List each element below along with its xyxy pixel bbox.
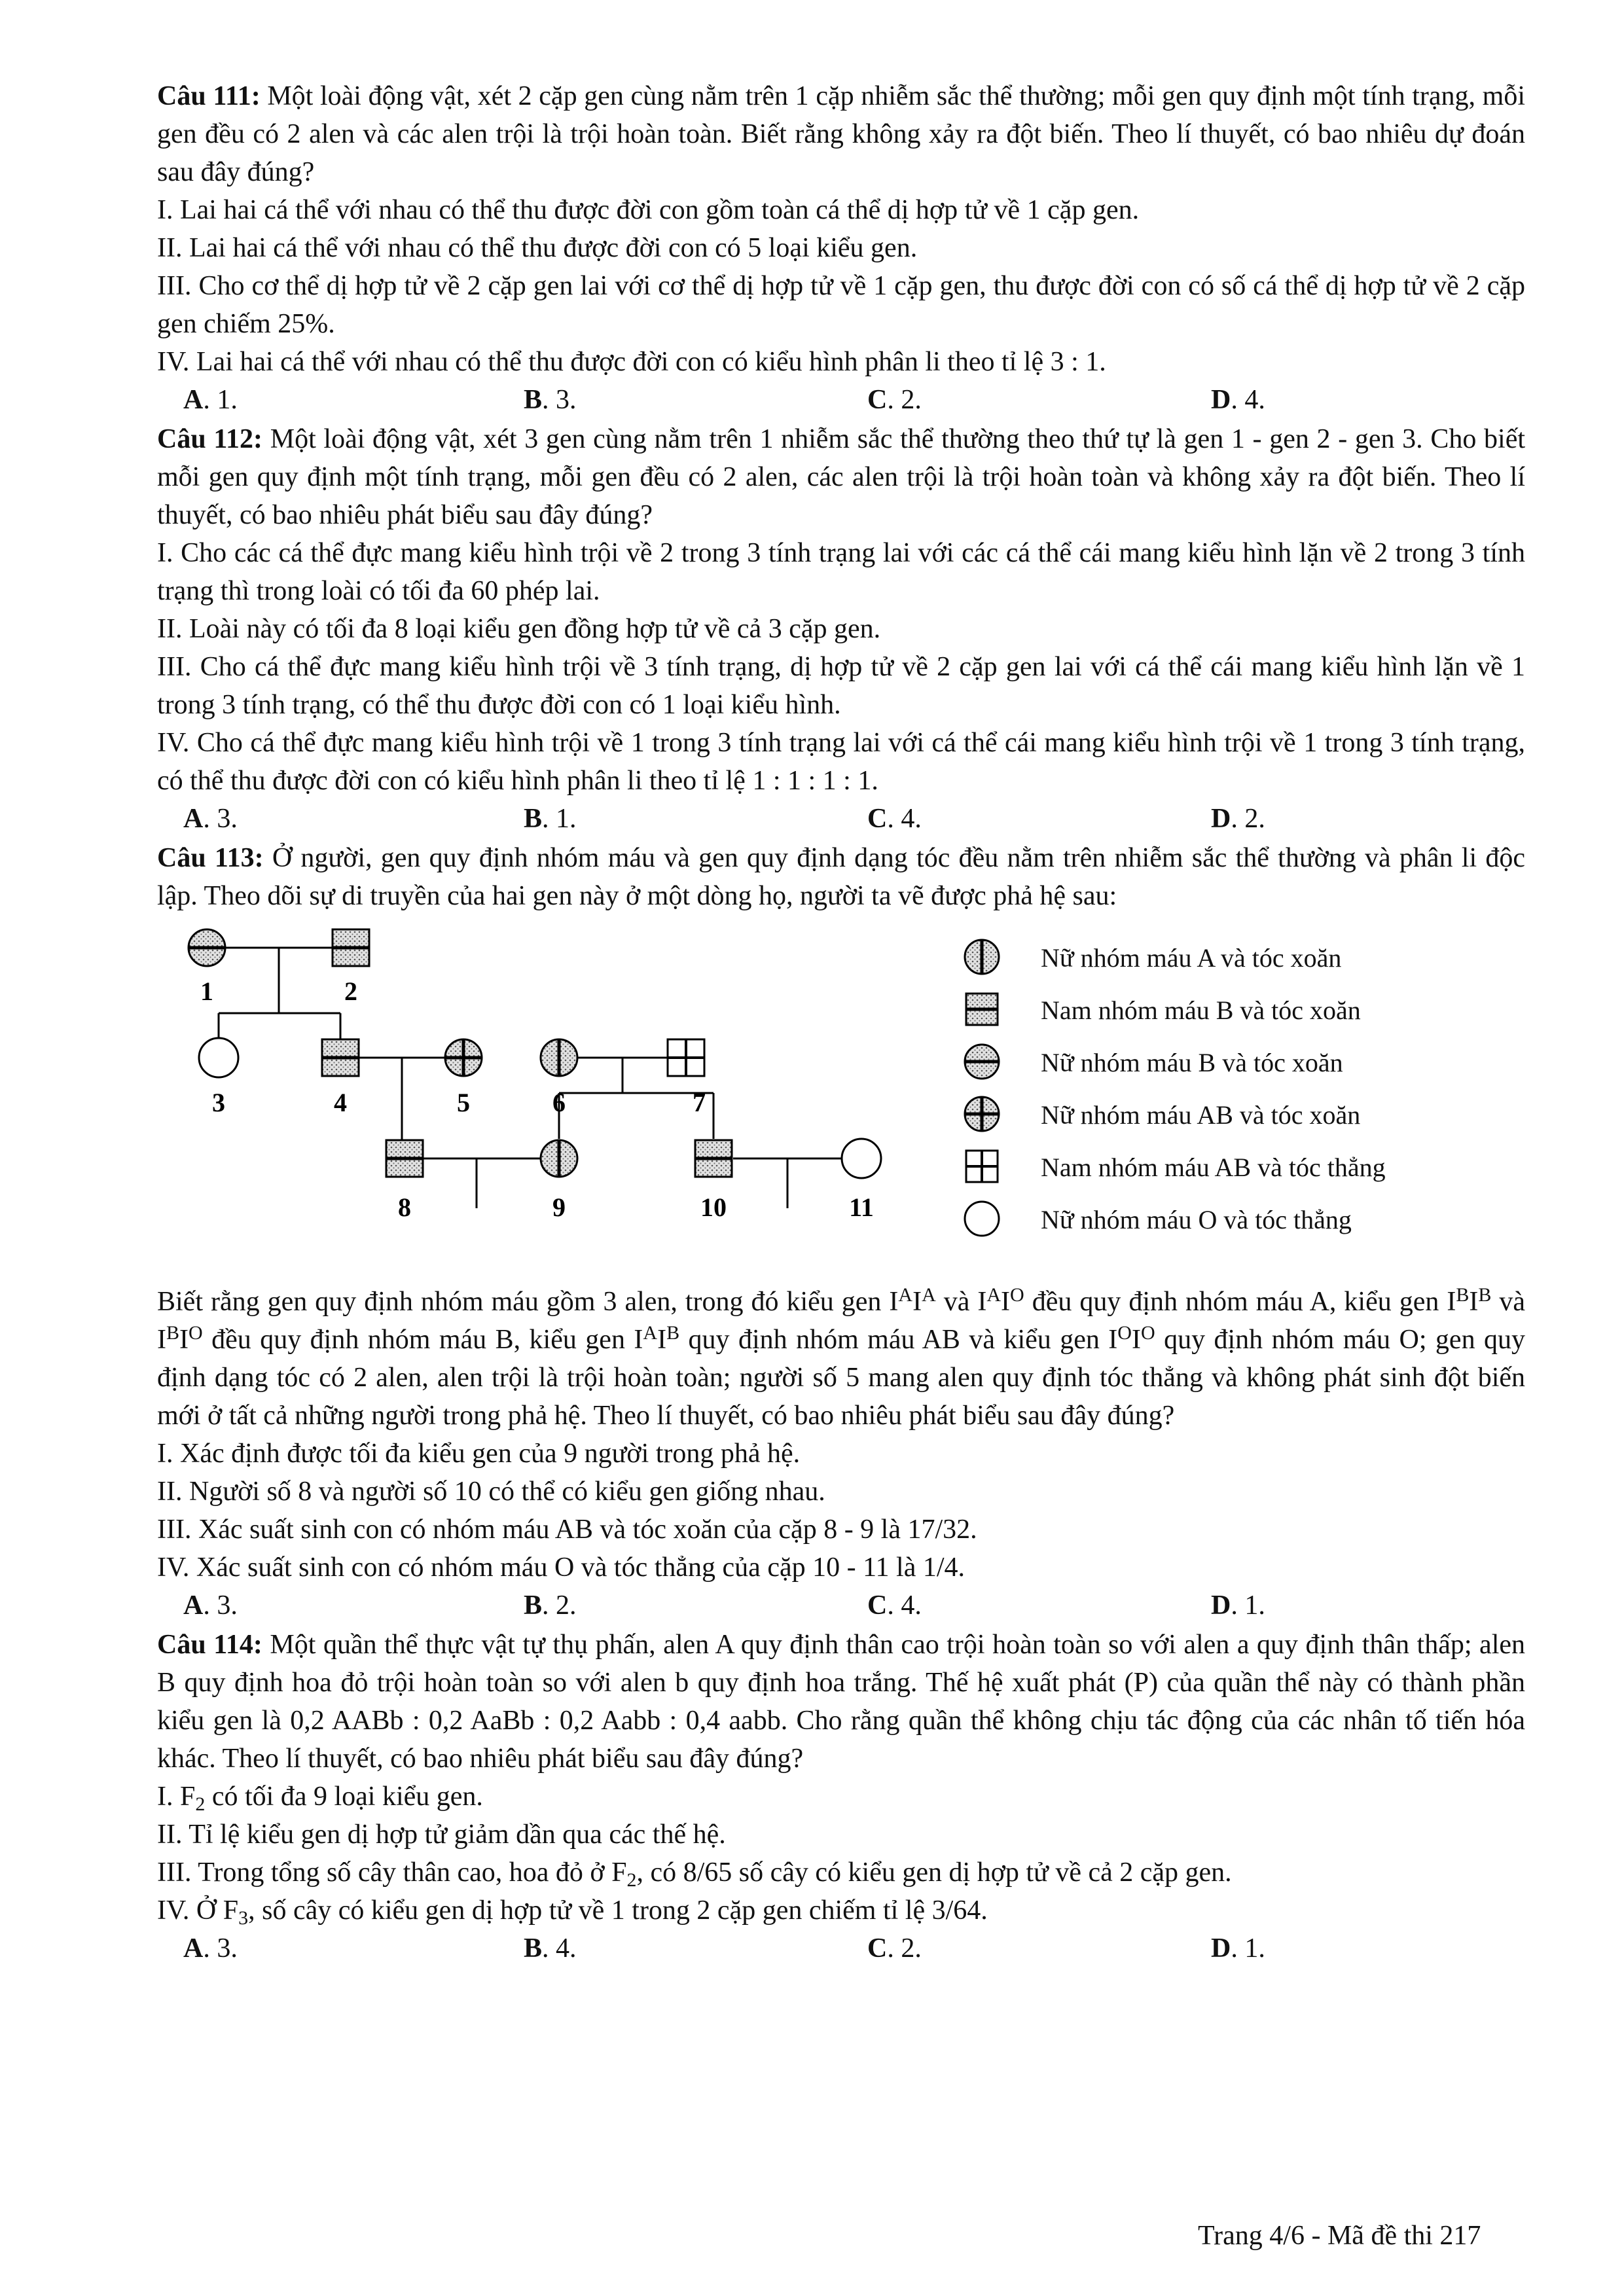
female-a-curly-icon (962, 937, 1001, 977)
person-number: 3 (212, 1088, 225, 1117)
person-3-female-o-straight (199, 1038, 238, 1077)
statement: II. Tỉ lệ kiểu gen dị hợp tử giảm dần qua các thế hệ. (157, 1820, 726, 1850)
genetics-info: Biết rằng gen quy định nhóm máu gồm 3 alen, trong đó kiểu gen $I^AI^A$ và $I^AI^O$ đều quy định nhóm máu A, kiểu gen $I^BI^B$ và $I^BI^O$ đều quy định nhóm máu B, kiểu gen $I^AI^B$ quy định nhóm máu AB và kiểu gen $I^OI^O$ quy định nhóm máu O; gen quy định dạng tóc có 2 alen, alen trội là trội hoàn toàn; người số 5 mang alen quy định tóc thẳng và không phát sinh đột biến mới ở tất cả những người trong phả hệ. Theo lí thuyết, có bao nhiêu phát biểu sau đây đúng? (157, 1284, 1526, 1431)
pedigree-legend (962, 935, 1525, 1249)
statement: II. Người số 8 và người số 10 có thể có kiểu gen giống nhau. (157, 1477, 825, 1507)
question-111 (157, 77, 1525, 420)
person-number: 10 (700, 1193, 727, 1222)
question-113 (157, 839, 1525, 1626)
question-label: Câu 113: (157, 843, 264, 873)
statement: I. Lai hai cá thể với nhau có thể thu được đời con gồm toàn cá thể dị hợp tử về 1 cặp gen. (157, 195, 1140, 225)
option-d[interactable]: D. 2. (1211, 804, 1265, 834)
answer-options (157, 800, 1525, 839)
legend-item: Nữ nhóm máu A và tóc xoăn (962, 935, 1525, 987)
question-stem: Câu 113: Ở người, gen quy định nhóm máu và gen quy định dạng tóc đều nằm trên nhiễm sắc thể thường và phân li độc lập. Theo dõi sự di truyền của hai gen này ở một dòng họ, người ta vẽ được phả hệ sau: (157, 843, 1526, 911)
option-a[interactable]: A. 3. (183, 1933, 238, 1964)
option-c[interactable]: C. 2. (867, 1933, 922, 1964)
question-label: Câu 114: (157, 1630, 262, 1660)
option-d[interactable]: D. 1. (1211, 1933, 1265, 1964)
legend-item: Nữ nhóm máu AB và tóc xoăn (962, 1092, 1525, 1144)
answer-options (157, 1929, 1525, 1969)
legend-item: Nam nhóm máu B và tóc xoăn (962, 987, 1525, 1039)
person-number: 1 (200, 977, 213, 1006)
statement: IV. Lai hai cá thể với nhau có thể thu được đời con có kiểu hình phân li theo tỉ lệ 3 : 1. (157, 347, 1106, 377)
statement: I. Cho các cá thể đực mang kiểu hình trội về 2 trong 3 tính trạng lai với các cá thể cái mang kiểu hình lặn về 2 trong 3 tính trạng thì trong loài có tối đa 60 phép lai. (157, 538, 1525, 606)
option-b[interactable]: B. 4. (524, 1933, 577, 1964)
question-112 (157, 420, 1525, 839)
person-6-female-a-curly (541, 1039, 577, 1076)
legend-item: Nữ nhóm máu O và tóc thẳng (962, 1196, 1525, 1249)
question-stem: Câu 112: Một loài động vật, xét 3 gen cùng nằm trên 1 nhiễm sắc thể thường theo thứ tự là gen 1 - gen 2 - gen 3. Cho biết mỗi gen quy định một tính trạng, mỗi gen đều có 2 alen, các alen trội là trội hoàn toàn và không xảy ra đột biến. Theo lí thuyết, có bao nhiêu phát biểu sau đây đúng? (157, 424, 1526, 530)
answer-options (157, 381, 1525, 420)
person-4-male-b-curly (322, 1039, 359, 1076)
person-10-male-b-curly (695, 1140, 732, 1177)
statement: III. Xác suất sinh con có nhóm máu AB và tóc xoăn của cặp 8 - 9 là 17/32. (157, 1515, 977, 1545)
male-b-curly-icon (962, 990, 1001, 1029)
person-number: 2 (344, 977, 357, 1006)
male-ab-straight-icon (962, 1147, 1001, 1186)
option-c[interactable]: C. 4. (867, 804, 922, 834)
person-7-male-ab-straight (668, 1039, 704, 1076)
page-footer: Trang 4/6 - Mã đề thi 217 (1198, 2221, 1481, 2251)
person-8-male-b-curly (386, 1140, 423, 1177)
question-stem: Câu 114: Một quần thể thực vật tự thụ phấn, alen A quy định thân cao trội hoàn toàn so với alen a quy định thân thấp; alen B quy định hoa đỏ trội hoàn toàn so với alen b quy định hoa trắng. Thế hệ xuất phát (P) của quần thể này có thành phần kiểu gen là 0,2 AABb : 0,2 AaBb : 0,2 Aabb : 0,4 aabb. Cho rằng quần thể không chịu tác động của các nhân tố tiến hóa khác. Theo lí thuyết, có bao nhiêu phát biểu sau đây đúng? (157, 1630, 1526, 1774)
option-c[interactable]: C. 4. (867, 1590, 922, 1621)
person-9-female-a-curly (541, 1140, 577, 1177)
option-b[interactable]: B. 3. (524, 385, 577, 415)
statement: II. Lai hai cá thể với nhau có thể thu được đời con có 5 loại kiểu gen. (157, 233, 918, 263)
option-b[interactable]: B. 1. (524, 804, 577, 834)
statement: III. Cho cơ thể dị hợp tử về 2 cặp gen lai với cơ thể dị hợp tử về 1 cặp gen, thu được đời con có số cá thể dị hợp tử về 2 cặp gen chiếm 25%. (157, 271, 1525, 339)
option-d[interactable]: D. 1. (1211, 1590, 1265, 1621)
person-2-male-b-curly (333, 929, 369, 966)
option-a[interactable]: A. 3. (183, 804, 238, 834)
statement: IV. Cho cá thể đực mang kiểu hình trội về 1 trong 3 tính trạng lai với cá thể cái mang kiểu hình trội về 1 trong 3 tính trạng, có thể thu được đời con có kiểu hình phân li theo tỉ lệ 1 : 1 : 1 : 1. (157, 728, 1525, 796)
pedigree-figure (157, 922, 1525, 1275)
option-c[interactable]: C. 2. (867, 385, 922, 415)
statement: IV. Ở $F_3$, số cây có kiểu gen dị hợp tử về 1 trong 2 cặp gen chiếm tỉ lệ 3/64. (157, 1895, 988, 1929)
statement: III. Trong tổng số cây thân cao, hoa đỏ ở $F_2$, có 8/65 số cây có kiểu gen dị hợp tử về cả 2 cặp gen. (157, 1857, 1232, 1891)
female-b-curly-icon (962, 1042, 1001, 1081)
option-a[interactable]: A. 3. (183, 1590, 238, 1621)
question-114 (157, 1626, 1525, 1969)
exam-page (157, 77, 1525, 1969)
option-b[interactable]: B. 2. (524, 1590, 577, 1621)
person-number: 5 (457, 1088, 470, 1117)
statement: II. Loài này có tối đa 8 loại kiểu gen đồng hợp tử về cả 3 cặp gen. (157, 614, 881, 644)
person-number: 11 (849, 1193, 874, 1222)
legend-item: Nam nhóm máu AB và tóc thẳng (962, 1144, 1525, 1196)
person-1-female-b-curly (189, 929, 225, 966)
statement: III. Cho cá thể đực mang kiểu hình trội về 3 tính trạng, dị hợp tử về 2 cặp gen lai với cá thể cái mang kiểu hình lặn về 1 trong 3 tính trạng, có thể thu được đời con có 1 loại kiểu hình. (157, 652, 1525, 720)
female-o-straight-icon (962, 1199, 1001, 1238)
person-number: 4 (334, 1088, 347, 1117)
answer-options (157, 1587, 1525, 1626)
question-label: Câu 112: (157, 424, 263, 454)
question-label: Câu 111: (157, 81, 261, 111)
legend-item: Nữ nhóm máu B và tóc xoăn (962, 1039, 1525, 1092)
person-number: 7 (693, 1088, 706, 1117)
statement: I. $F_2$ có tối đa 9 loại kiểu gen. (157, 1782, 483, 1815)
person-number: 6 (552, 1088, 566, 1117)
statement: I. Xác định được tối đa kiểu gen của 9 người trong phả hệ. (157, 1439, 801, 1469)
question-stem: Câu 111: Một loài động vật, xét 2 cặp gen cùng nằm trên 1 cặp nhiễm sắc thể thường; mỗi gen quy định một tính trạng, mỗi gen đều có 2 alen và các alen trội là trội hoàn toàn. Biết rằng không xảy ra đột biến. Theo lí thuyết, có bao nhiêu dự đoán sau đây đúng? (157, 81, 1525, 187)
person-5-female-ab-curly (445, 1039, 482, 1076)
statement: IV. Xác suất sinh con có nhóm máu O và tóc thẳng của cặp 10 - 11 là 1/4. (157, 1552, 965, 1583)
option-a[interactable]: A. 1. (183, 385, 238, 415)
pedigree-chart (170, 922, 956, 1275)
person-11-female-o-straight (842, 1139, 881, 1178)
option-d[interactable]: D. 4. (1211, 385, 1265, 415)
person-number: 9 (552, 1193, 566, 1222)
female-ab-curly-icon (962, 1094, 1001, 1134)
person-number: 8 (398, 1193, 411, 1222)
